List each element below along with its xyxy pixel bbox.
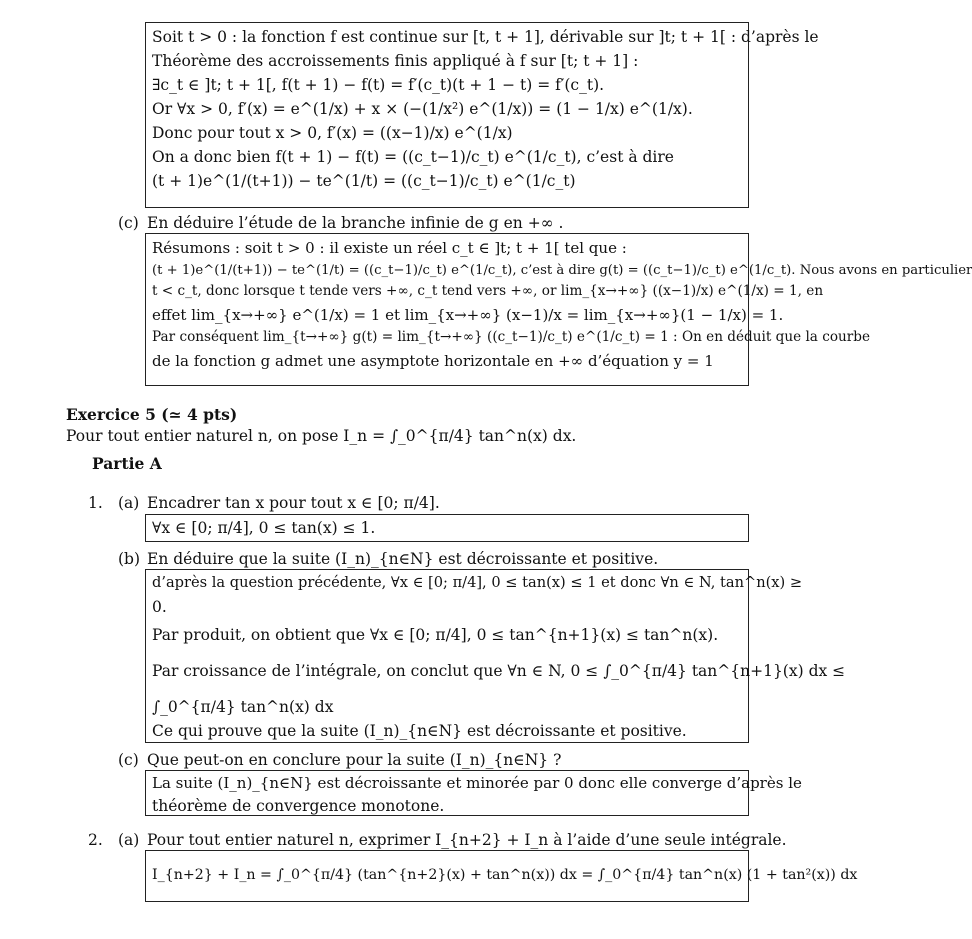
answer-line: ∀x ∈ [0; π/4], 0 ≤ tan(x) ≤ 1.	[152, 519, 376, 537]
question-label: (c)	[118, 214, 139, 232]
answer-line: t < c_t, donc lorsque t tende vers +∞, c_t tend vers +∞, or lim_{x→+∞} ((x−1)/x) e^(1/x) = 1, en	[152, 283, 824, 300]
question-label: (c)	[118, 751, 139, 769]
answer-line: ∫_0^{π/4} tan^n(x) dx	[152, 697, 334, 716]
exercise-title: Exercice 5 (≃ 4 pts)	[66, 405, 238, 424]
answer-box-1c	[145, 770, 802, 816]
question-label: (a)	[118, 831, 140, 849]
proof-line: On a donc bien f(t + 1) − f(t) = ((c_t−1)/c_t) e^(1/c_t), c’est à dire	[152, 148, 674, 167]
proof-line: Théorème des accroissements finis appliqué à f sur [t; t + 1] :	[152, 52, 639, 71]
proof-line: Soit t > 0 : la fonction f est continue sur [t, t + 1], dérivable sur ]t; t + 1[ : d’après le	[152, 28, 819, 46]
answer-box-1a	[145, 514, 749, 542]
answer-line: Par produit, on obtient que ∀x ∈ [0; π/4], 0 ≤ tan^{n+1}(x) ≤ tan^n(x).	[152, 625, 719, 644]
question-text: Que peut-on en conclure pour la suite (I_n)_{n∈N} ?	[147, 751, 562, 769]
answer-line: 0.	[152, 597, 167, 616]
answer-box-branche-infinie	[145, 233, 972, 386]
answer-line: (t + 1)e^(1/(t+1)) − te^(1/t) = ((c_t−1)/c_t) e^(1/c_t), c’est à dire g(t) = ((c_t−1)/c_t) e^(1/c_t). Nous avons en particulier	[152, 263, 972, 278]
proof-box-taf	[145, 22, 819, 208]
exercise-intro: Pour tout entier naturel n, on pose I_n = ∫_0^{π/4} tan^n(x) dx.	[66, 427, 577, 445]
proof-line: ∃c_t ∈ ]t; t + 1[, f(t + 1) − f(t) = f′(c_t)(t + 1 − t) = f′(c_t).	[152, 76, 605, 95]
question-text: En déduire l’étude de la branche infinie de g en +∞ .	[147, 214, 564, 232]
answer-line: d’après la question précédente, ∀x ∈ [0; π/4], 0 ≤ tan(x) ≤ 1 et donc ∀n ∈ N, tan^n(x) ≥	[152, 574, 803, 591]
answer-line: I_{n+2} + I_n = ∫_0^{π/4} (tan^{n+2}(x) + tan^n(x)) dx = ∫_0^{π/4} tan^n(x) (1 + tan²(x)) dx	[152, 867, 858, 883]
question-text: En déduire que la suite (I_n)_{n∈N} est décroissante et positive.	[147, 550, 659, 568]
part-title: Partie A	[92, 454, 162, 473]
question-label: (a)	[118, 494, 140, 512]
answer-line: La suite (I_n)_{n∈N} est décroissante et minorée par 0 donc elle converge d’après le	[152, 774, 802, 792]
answer-line: effet lim_{x→+∞} e^(1/x) = 1 et lim_{x→+∞} (x−1)/x = lim_{x→+∞}(1 − 1/x) = 1.	[152, 305, 784, 324]
question-number: 2.	[88, 831, 103, 849]
question-number: 1.	[88, 494, 103, 512]
proof-line: Or ∀x > 0, f′(x) = e^(1/x) + x × (−(1/x²) e^(1/x)) = (1 − 1/x) e^(1/x).	[152, 100, 693, 119]
question-text: Encadrer tan x pour tout x ∈ [0; π/4].	[147, 494, 440, 512]
answer-line: théorème de convergence monotone.	[152, 796, 445, 815]
answer-line: Ce qui prouve que la suite (I_n)_{n∈N} est décroissante et positive.	[152, 721, 687, 740]
answer-box-1b	[145, 569, 846, 743]
answer-line: Par conséquent lim_{t→+∞} g(t) = lim_{t→+∞} ((c_t−1)/c_t) e^(1/c_t) = 1 : On en déduit que la courbe	[152, 328, 871, 345]
answer-line: Résumons : soit t > 0 : il existe un réel c_t ∈ ]t; t + 1[ tel que :	[152, 239, 627, 257]
question-text: Pour tout entier naturel n, exprimer I_{n+2} + I_n à l’aide d’une seule intégrale.	[147, 831, 787, 849]
answer-line: Par croissance de l’intégrale, on conclut que ∀n ∈ N, 0 ≤ ∫_0^{π/4} tan^{n+1}(x) dx ≤	[152, 661, 846, 680]
answer-box-2a	[145, 850, 858, 902]
proof-line: Donc pour tout x > 0, f′(x) = ((x−1)/x) e^(1/x)	[152, 124, 513, 143]
proof-line: (t + 1)e^(1/(t+1)) − te^(1/t) = ((c_t−1)/c_t) e^(1/c_t)	[152, 172, 576, 191]
question-label: (b)	[118, 550, 141, 568]
answer-line: de la fonction g admet une asymptote horizontale en +∞ d’équation y = 1	[152, 351, 714, 370]
